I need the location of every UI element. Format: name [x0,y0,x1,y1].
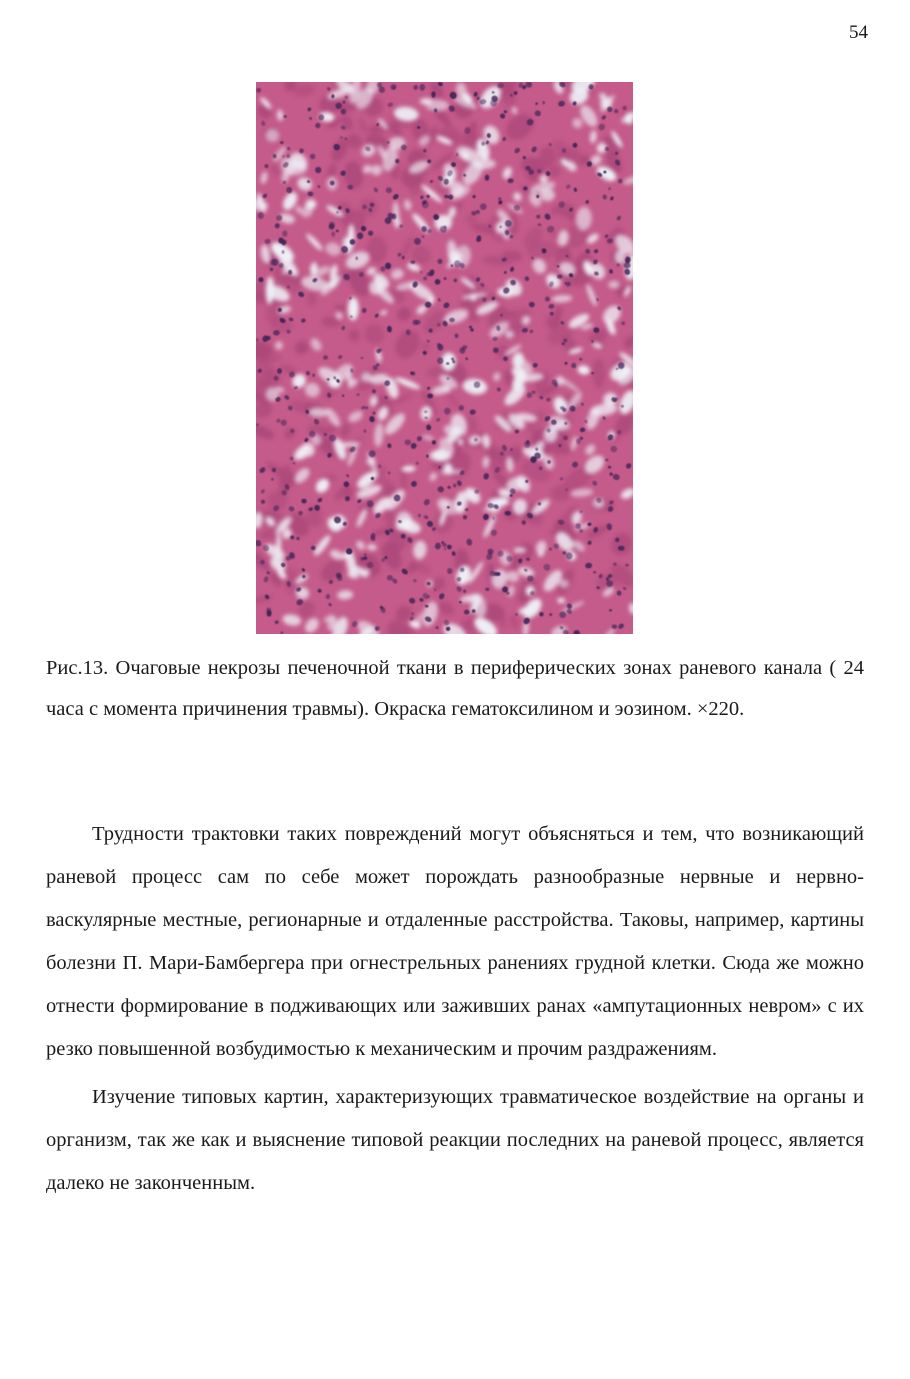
paragraph-1: Трудности трактовки таких повреждений могут объясняться и тем, что возникающий раневой процесс сам по себе может порождать разнообразные нервные и нервно-васкулярные местные, регионарные и отдаленные расстройства. Таковы, например, картины болезни П. Мари-Бамбергера при огнестрельных ранениях грудной клетки. Сюда же можно отнести формирование в подживающих или заживших ранах «ампутационных невром» с их резко повышенной возбудимостью к механическим и прочим раздражениям. [46,823,864,1060]
page-number: 54 [849,22,868,43]
body-text [46,813,864,1210]
paragraph-2: Изучение типовых картин, характеризующих травматическое воздействие на органы и организм, так же как и выяснение типовой реакции последних на раневой процесс, является далеко не законченным. [46,1086,864,1194]
micrograph-image [256,82,633,634]
figure-caption: Рис.13. Очаговые некрозы печеночной ткани в периферических зонах раневого канала ( 24 часа с момента причинения травмы). Окраска гематоксилином и эозином. ×220. [46,657,864,720]
histology-micrograph [256,82,633,634]
